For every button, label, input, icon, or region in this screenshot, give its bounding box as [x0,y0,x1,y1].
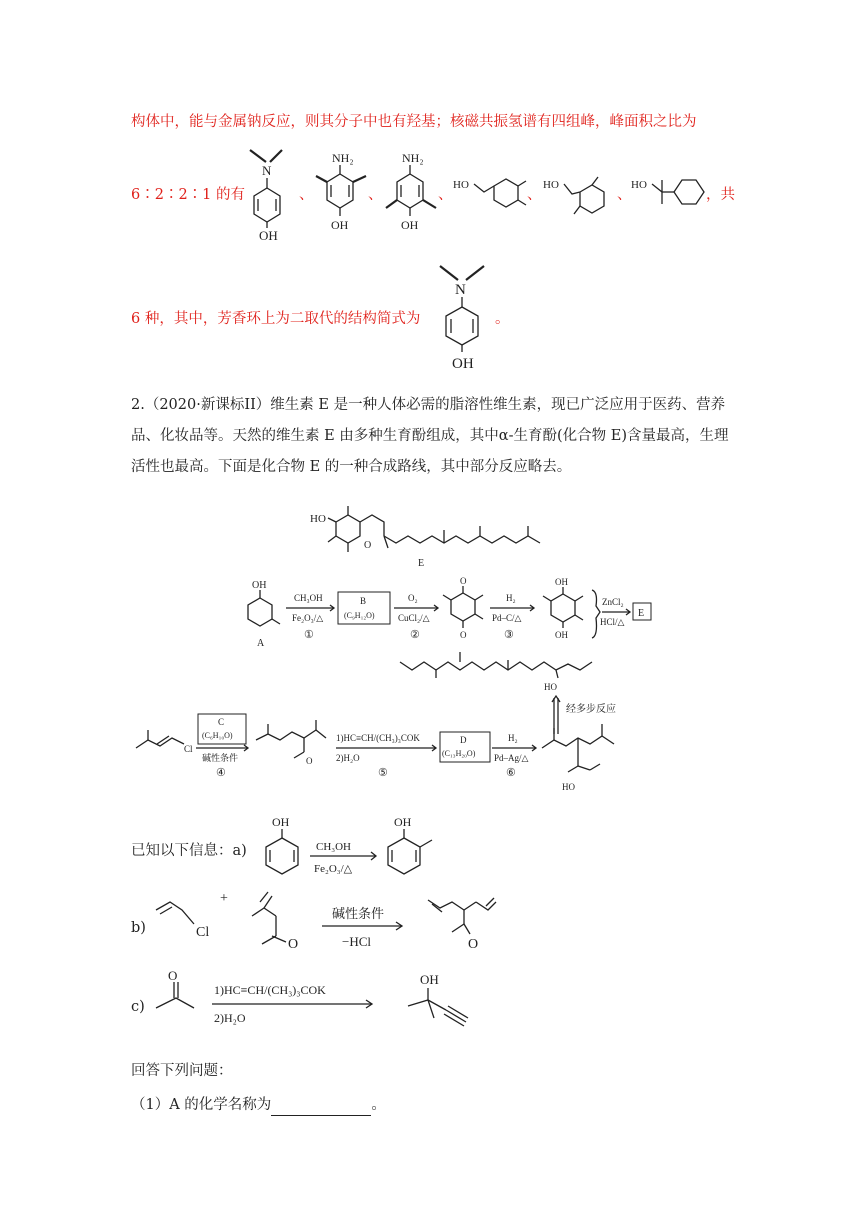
structure-pyridinylmethanol-2 [542,170,616,222]
svg-text:2)H₂O: 2)H₂O [214,1011,246,1025]
answer-line-3: 6 种，其中，芳香环上为二取代的结构简式为 [131,311,421,327]
svg-text:O₂: O₂ [408,593,418,603]
info-c-reaction [150,966,510,1040]
svg-text:⑥: ⑥ [506,767,516,779]
svg-text:④: ④ [216,767,226,779]
answer-line-1: 构体中，能与金属钠反应，则其分子中也有羟基；核磁共振氢谱有四组峰，峰面积之比为 [131,114,697,130]
svg-text:②: ② [410,629,420,641]
answer-prompt: 回答下列问题： [131,1063,233,1079]
svg-text:Fe₂O₃/△: Fe₂O₃/△ [314,863,353,875]
structure-pyridinylmethanol-1 [452,170,528,222]
label-e: E [418,558,425,569]
answer-blank[interactable] [271,1099,371,1116]
atom-o: O [460,630,467,640]
separator-2: 、 [368,187,383,203]
atom-ho: HO [562,782,575,792]
separator-5: 、 [617,187,632,203]
svg-text:Pd–C/△: Pd–C/△ [492,613,522,623]
atom-oh: OH [259,228,278,242]
svg-text:碱性条件: 碱性条件 [332,906,385,921]
svg-text:H₂: H₂ [508,733,518,743]
question-1-text: （1）A 的化学名称为 [131,1097,272,1113]
info-c-label: c) [131,999,145,1015]
atom-o: O [168,968,178,983]
structure-compound-e [300,500,560,572]
structure-aminodimethylphenol-1 [314,148,370,234]
svg-text:③: ③ [504,629,514,641]
svg-text:CH₃OH: CH₃OH [294,593,323,603]
atom-ho: HO [453,179,469,191]
svg-text:Fe₂O₃/△: Fe₂O₃/△ [292,613,324,623]
atom-oh: OH [394,815,412,829]
svg-text:ZnCl₂: ZnCl₂ [602,597,624,607]
structure-pyridinylpropanol [630,170,710,222]
info-a-reaction [256,812,456,888]
atom-o: O [468,937,479,952]
atom-cl: Cl [184,744,193,754]
atom-oh: OH [272,815,290,829]
svg-text:E: E [638,608,645,619]
atom-cl: Cl [196,925,210,940]
separator-3: 、 [438,187,453,203]
info-b-label: b) [131,920,146,936]
svg-text:D: D [460,735,467,745]
svg-text:Pd–Ag/△: Pd–Ag/△ [494,753,529,763]
structure-aminodimethylphenol-2 [384,148,440,234]
atom-nh2: NH₂ [332,151,354,165]
atom-oh: OH [555,630,568,640]
atom-n: N [262,163,272,178]
svg-text:碱性条件: 碱性条件 [202,753,239,763]
answer-line-3-end: 。 [495,311,510,327]
svg-text:1)HC≡CH/(CH₃)₃COK: 1)HC≡CH/(CH₃)₃COK [336,733,420,743]
svg-text:B: B [360,596,367,606]
known-info-label: 已知以下信息：a) [131,843,247,859]
separator-1: 、 [299,187,314,203]
atom-ho: HO [310,513,326,525]
svg-text:①: ① [304,629,314,641]
separator-4: 、 [527,187,542,203]
svg-text:CH₃OH: CH₃OH [316,841,352,853]
atom-o: O [288,937,299,952]
atom-oh: OH [555,577,568,587]
question-1-end: 。 [371,1097,386,1113]
svg-text:(C₁₃H₂₀O): (C₁₃H₂₀O) [442,749,476,758]
structure-isophytol [396,648,602,696]
svg-text:⑤: ⑤ [378,767,388,779]
svg-text:1)HC≡CH/(CH₃)₃COK: 1)HC≡CH/(CH₃)₃COK [214,983,326,997]
atom-ho: HO [543,179,559,191]
svg-text:(C₆H₁₀O): (C₆H₁₀O) [202,731,233,740]
atom-oh: OH [401,218,419,232]
answer-line-2-suffix: ，共 [706,187,735,203]
plus-sign: + [220,891,228,906]
atom-ho: HO [544,682,557,692]
atom-oh: OH [420,972,439,987]
svg-text:H₂: H₂ [506,593,516,603]
question-2-intro: 2.（2020·新课标II）维生素 E 是一种人体必需的脂溶性维生素，现已广泛应用于医药、营养品、化妆品等。天然的维生素 E 由多种生育酚组成，其中α-生育酚(化合物 E)含量最高，生理活性也最高。下面是化合物 E 的一种合成路线，其中部分反应略去。 [131,397,729,475]
atom-nh2: NH₂ [402,151,424,165]
svg-text:−HCl: −HCl [342,934,372,949]
svg-text:HCl/△: HCl/△ [600,617,625,627]
info-b-reaction [152,888,512,958]
atom-o: O [460,576,467,586]
atom-n: N [455,282,466,298]
scheme-row-1 [238,576,678,656]
svg-text:(C₉H₁₂O): (C₉H₁₂O) [344,611,375,620]
atom-oh: OH [252,580,267,591]
atom-ho: HO [631,179,647,191]
atom-oh: OH [331,218,349,232]
structure-disubstituted-answer [430,262,500,372]
svg-text:CuCl₂/△: CuCl₂/△ [398,613,430,623]
question-1 [131,1094,386,1116]
atom-oh: OH [452,356,474,372]
svg-text:C: C [218,717,225,727]
atom-o: O [306,756,313,766]
answer-line-2-prefix: 6∶2∶2∶1 的有 [131,187,246,203]
svg-text:2)H₂O: 2)H₂O [336,753,360,763]
label-a: A [257,638,265,649]
svg-text:经多步反应: 经多步反应 [566,704,616,715]
structure-dimethylaminophenol [240,144,300,242]
scheme-row-2 [132,708,632,798]
atom-o: O [364,540,372,551]
